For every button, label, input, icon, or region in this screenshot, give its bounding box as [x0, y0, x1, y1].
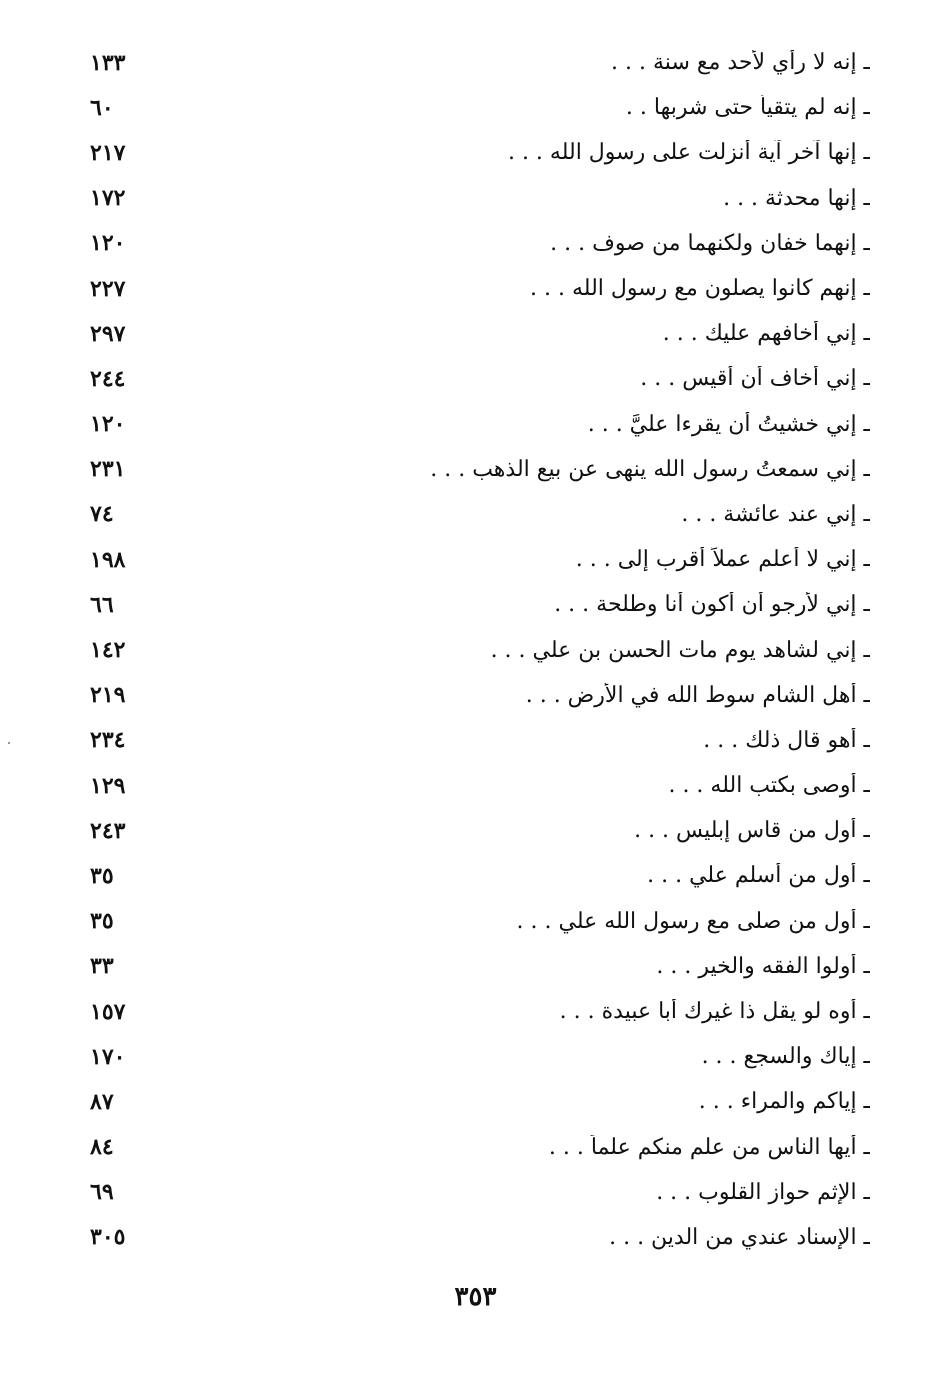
entry-page-number: ٢٣٤: [90, 727, 126, 754]
index-entry: [90, 221, 870, 266]
entry-page-number: ٢٤٤: [90, 365, 126, 392]
entry-page-number: ١٧٠: [90, 1043, 126, 1070]
index-entry: [90, 266, 870, 311]
entry-page-number: ١٧٢: [90, 185, 126, 212]
entry-page-number: ١٢٠: [90, 230, 126, 257]
entry-page-number: ١٢٩: [90, 772, 126, 799]
entry-page-number: ٢٢٧: [90, 275, 126, 302]
entry-page-number: ٨٧: [90, 1088, 114, 1115]
index-entry: [90, 40, 870, 85]
index-entry: [90, 311, 870, 356]
index-entry: [90, 1215, 870, 1260]
index-entry: [90, 1079, 870, 1124]
index-entry: [90, 944, 870, 989]
entry-page-number: ٧٤: [90, 501, 114, 528]
entry-text: ـ أهل الشام سوط الله في الأرض . . .: [525, 682, 870, 708]
entry-text: ـ إنها آخر آية أنزلت على رسول الله . . .: [507, 140, 870, 166]
page-number: ٣٥٣: [454, 1282, 497, 1312]
entry-page-number: ٦٩: [90, 1179, 114, 1206]
entry-page-number: ١٢٠: [90, 411, 126, 438]
index-entry: [90, 447, 870, 492]
entry-text: ـ أول من صلى مع رسول الله علي . . .: [516, 908, 870, 934]
entry-text: ـ أيها الناس من علم منكم علماً . . .: [548, 1134, 870, 1160]
entry-page-number: ٣٥: [90, 908, 114, 935]
index-entry: [90, 989, 870, 1034]
index-entry: [90, 1034, 870, 1079]
entry-text: ـ إني أخافهم عليك . . .: [662, 321, 870, 347]
entry-text: ـ أوصى بكتب الله . . .: [668, 773, 870, 799]
index-entry: [90, 899, 870, 944]
entry-text: ـ أهو قال ذلك . . .: [703, 727, 870, 753]
entry-text: ـ إني لشاهد يوم مات الحسن بن علي . . .: [490, 637, 870, 663]
entry-page-number: ٣٠٥: [90, 1224, 126, 1251]
entry-page-number: ٦٠: [90, 94, 114, 121]
index-entry: [90, 673, 870, 718]
entry-page-number: ١٤٢: [90, 637, 126, 664]
entry-page-number: ٨٤: [90, 1134, 114, 1161]
index-entry: [90, 85, 870, 130]
index-entry: [90, 1170, 870, 1215]
entry-text: ـ إنه لا رأي لأحد مع سنة . . .: [611, 50, 870, 76]
index-entry: [90, 582, 870, 627]
index-entry: [90, 718, 870, 763]
entry-text: ـ أول من أسلم علي . . .: [647, 863, 870, 889]
index-entry: [90, 130, 870, 175]
entry-page-number: ٢١٧: [90, 139, 126, 166]
entry-text: ـ إياكم والمراء . . .: [698, 1089, 870, 1115]
entry-page-number: ١٣٣: [90, 49, 126, 76]
entry-text: ـ إني سمعتُ رسول الله ينهى عن بيع الذهب . . .: [430, 456, 870, 482]
entry-page-number: ٢٤٣: [90, 817, 126, 844]
entry-page-number: ١٥٧: [90, 998, 126, 1025]
entry-page-number: ١٩٨: [90, 546, 126, 573]
index-entry: [90, 1125, 870, 1170]
index-entry: [90, 537, 870, 582]
entry-page-number: ٦٦: [90, 591, 114, 618]
entry-text: ـ إنهما خفان ولكنهما من صوف . . .: [550, 230, 870, 256]
entry-text: ـ الإثم حواز القلوب . . .: [656, 1179, 870, 1205]
entry-text: ـ أوه لو يقل ذا غيرك أبا عبيدة . . .: [559, 999, 870, 1025]
entry-text: ـ الإسناد عندي من الدين . . .: [609, 1224, 870, 1250]
entry-text: ـ أول من قاس إبليس . . .: [634, 818, 870, 844]
entry-text: ـ إني لأرجو أن أكون أنا وطلحة . . .: [554, 592, 870, 618]
index-entry: [90, 627, 870, 672]
entry-text: ـ إني لا أعلم عملاً أقرب إلى . . .: [575, 547, 870, 573]
entry-page-number: ٢١٩: [90, 682, 126, 709]
index-entry: [90, 402, 870, 447]
entry-page-number: ٣٣: [90, 953, 114, 980]
entry-text: ـ إياك والسجع . . .: [701, 1044, 870, 1070]
index-entry: [90, 853, 870, 898]
entry-page-number: ٣٥: [90, 862, 114, 889]
entry-text: ـ إني أخاف أن أقيس . . .: [640, 366, 870, 392]
scan-speck: [8, 742, 10, 744]
entry-text: ـ إنهم كانوا يصلون مع رسول الله . . .: [530, 276, 870, 302]
index-entry: [90, 176, 870, 221]
entry-text: ـ إني خشيتُ أن يقرءا عليَّ . . .: [587, 411, 870, 437]
entry-text: ـ إنها محدثة . . .: [723, 185, 870, 211]
index-entry: [90, 763, 870, 808]
entry-text: ـ إنه لم يتقيأ حتى شربها . .: [625, 95, 870, 121]
entry-page-number: ٢٩٧: [90, 320, 126, 347]
index-entry: [90, 492, 870, 537]
index-entry: [90, 356, 870, 401]
index-entry: [90, 808, 870, 853]
index-list: [90, 40, 870, 1260]
entry-text: ـ أولوا الفقه والخير . . .: [656, 953, 870, 979]
entry-page-number: ٢٣١: [90, 456, 126, 483]
entry-text: ـ إني عند عائشة . . .: [681, 501, 870, 527]
